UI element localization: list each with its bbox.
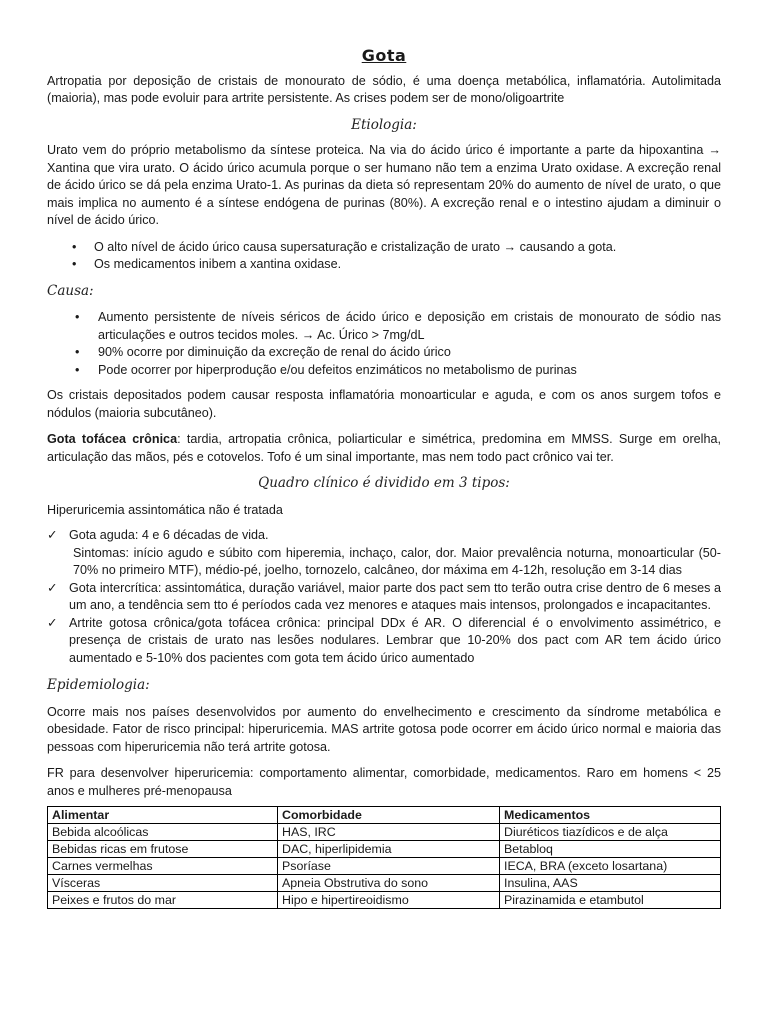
cristais-paragraph: Os cristais depositados podem causar resposta inflamatória monoarticular e aguda, e com os anos surgem tofos e nódulos (maioria subcutâneo). — [47, 388, 721, 420]
table-cell: Insulina, AAS — [500, 875, 721, 892]
checkmark-icon: ✓ — [47, 528, 58, 542]
column-header: Alimentar — [48, 807, 278, 824]
table-row — [48, 858, 721, 875]
table-cell: DAC, hiperlipidemia — [278, 841, 500, 858]
table-cell: Apneia Obstrutiva do sono — [278, 875, 500, 892]
table-cell: Carnes vermelhas — [48, 858, 278, 875]
table-cell: HAS, IRC — [278, 824, 500, 841]
quadro-heading: Quadro clínico é dividido em 3 tipos: — [258, 475, 510, 491]
table-row — [48, 824, 721, 841]
fr-paragraph: FR para desenvolver hiperuricemia: comportamento alimentar, comorbidade, medicamentos. Raro em homens < 25 anos e mulheres pré-menopausa — [47, 766, 721, 798]
list-item: • Pode ocorrer por hiperprodução e/ou defeitos enzimáticos no metabolismo de purinas — [47, 362, 721, 380]
column-header: Comorbidade — [278, 807, 500, 824]
causa-list — [47, 309, 721, 379]
list-item: • 90% ocorre por diminuição da excreção de renal do ácido úrico — [47, 344, 721, 362]
table-cell: Hipo e hipertireoidismo — [278, 892, 500, 909]
table-cell: Vísceras — [48, 875, 278, 892]
etiologia-list — [47, 239, 721, 274]
table-row — [48, 892, 721, 909]
table-cell: Bebidas ricas em frutose — [48, 841, 278, 858]
checkmark-icon: ✓ — [47, 580, 58, 595]
table-header-row — [48, 807, 721, 824]
table-row — [48, 841, 721, 858]
list-item: • Os medicamentos inibem a xantina oxidase. — [47, 256, 721, 274]
list-item: • Aumento persistente de níveis séricos de ácido úrico e deposição em cristais de monourato de sódio nas articulações e outros tecidos moles. → Ac. Úrico > 7mg/dL — [75, 310, 721, 342]
etiologia-paragraph: Urato vem do próprio metabolismo da síntese proteica. Na via do ácido úrico é importante a parte da hipoxantina → Xantina que vira urato. O ácido úrico acumula porque o ser humano não tem a enzima Urato oxidase. A excreção renal de ácido úrico se dá pela enzima Urato-1. As purinas da dieta só representam 20% do aumento de nível de urato, o que mais implica no aumento é a síntese endógena de purinas (80%). A excreção renal e o intestino ajudam a diminuir o nível de ácido úrico. — [47, 143, 721, 227]
tofacea-label: Gota tofácea crônica — [47, 432, 178, 446]
etiologia-heading: Etiologia: — [351, 116, 417, 133]
quadro-list — [47, 527, 721, 667]
page-title: Gota — [361, 46, 407, 65]
table-cell: Diuréticos tiazídicos e de alça — [500, 824, 721, 841]
table-cell: IECA, BRA (exceto losartana) — [500, 858, 721, 875]
table-cell: Psoríase — [278, 858, 500, 875]
table-cell: Betabloq — [500, 841, 721, 858]
epidemiologia-paragraph: Ocorre mais nos países desenvolvidos por aumento do envelhecimento e crescimento da síndrome metabólica e obesidade. Fator de risco principal: hiperuricemia. MAS artrite gotosa pode ocorrer em ácido úrico normal e maioria das pessoas com hiperuricemia não terá artrite gotosa. — [47, 704, 721, 754]
table-cell: Pirazinamida e etambutol — [500, 892, 721, 909]
epidemiologia-heading: Epidemiologia: — [47, 677, 150, 693]
table-cell: Bebida alcoólicas — [48, 824, 278, 841]
causa-heading: Causa: — [47, 282, 94, 299]
checkmark-icon: ✓ — [47, 615, 58, 630]
list-item: ✓ Artrite gotosa crônica/gota tofácea crônica: principal DDx é AR. O diferencial é o envolvimento assimétrico, e presença de cristais de urato nas lesões nodulares. Lembrar que 10-20% dos pact com AR tem ácido úrico aumentado e 5-10% dos pacientes com gota tem ácido úrico aumentado — [47, 615, 721, 665]
table-cell: Peixes e frutos do mar — [48, 892, 278, 909]
list-item: ✓ Gota aguda: 4 e 6 décadas de vida. Sintomas: início agudo e súbito com hiperemia, inchaço, calor, dor. Maior prevalência noturna, monoarticular (50-70% no primeiro MTF), médio-pé, joelho, tornozelo, calcâneo, dor máxima em 4-12h, resolução em 3-14 dias — [47, 527, 721, 580]
hiperuricemia-text: Hiperuricemia assintomática não é tratada — [47, 502, 283, 517]
column-header: Medicamentos — [500, 807, 721, 824]
tofacea-paragraph: Gota tofácea crônica: tardia, artropatia crônica, poliarticular e simétrica, predomina em MMSS. Surge em orelha, articulação das mãos, pés e cotovelos. Tofo é um sinal importante, mas nem todo pact crônico vai ter. — [47, 432, 721, 464]
table-row — [48, 875, 721, 892]
bullet-icon: • — [72, 239, 77, 254]
sintomas-text: Sintomas: início agudo e súbito com hiperemia, inchaço, calor, dor. Maior prevalência noturna, monoarticular (50-70% no primeiro MTF), médio-pé, joelho, tornozelo, calcâneo, dor máxima em 4-12h, resolução em 3-14 dias — [73, 545, 721, 577]
bullet-icon: • — [75, 362, 80, 377]
risk-factor-table — [47, 806, 721, 909]
bullet-icon: • — [75, 310, 80, 324]
bullet-icon: • — [72, 257, 77, 271]
list-item: • O alto nível de ácido úrico causa supersaturação e cristalização de urato → causando a gota. — [47, 239, 721, 257]
bullet-icon: • — [75, 345, 80, 359]
list-item: ✓ Gota intercrítica: assintomática, duração variável, maior parte dos pact sem tto terão outra crise dentro de 6 meses a um ano, a tendência sem tto é períodos cada vez menores e ataques mais intensos, prolongados e incapacitantes. — [47, 580, 721, 612]
intro-paragraph: Artropatia por deposição de cristais de monourato de sódio, é uma doença metabólica, inflamatória. Autolimitada (maioria), mas pode evoluir para artrite persistente. As crises podem ser de mono/oligoartrite — [47, 73, 721, 105]
